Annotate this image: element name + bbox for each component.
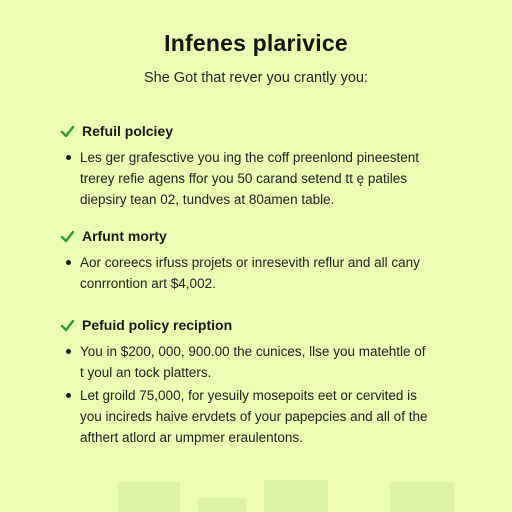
list-item <box>66 252 466 294</box>
list-item <box>66 385 466 448</box>
decorative-bar <box>118 482 180 512</box>
bullet-text: you incireds haive ervdets of your papepcies and all of the <box>80 409 428 424</box>
list-item <box>66 147 466 210</box>
section-heading-refund-policy-reception <box>60 315 232 335</box>
decorative-bar <box>264 480 328 512</box>
bullet-text: Les ger grafesctive you ing the coff preenlond pineestent <box>80 150 419 165</box>
bullet-text: conrrontion art $4,002. <box>80 276 216 291</box>
section-title: Refuil polciey <box>82 123 174 139</box>
section-title: Pefuid policy reciption <box>82 317 233 333</box>
section-heading-refund-policy <box>60 121 173 141</box>
bullet-dot <box>66 260 71 265</box>
page-title: Infenes plarivice <box>164 30 348 56</box>
bullet-text: afthert atlord ar umpmer eraulentons. <box>80 430 303 445</box>
bullet-text: Aor coreecs irfuss projets or inresevith reflur and all cany <box>80 255 420 270</box>
bullet-dot <box>66 155 71 160</box>
section-heading-amount <box>60 226 167 246</box>
bullet-dot <box>66 393 71 398</box>
bullet-dot <box>66 349 71 354</box>
check-icon <box>60 318 75 333</box>
check-icon <box>60 124 75 139</box>
decorative-bar <box>198 498 246 512</box>
decorative-bar <box>390 482 454 512</box>
page-subtitle: She Got that rever you crantly you: <box>143 70 369 86</box>
decorative-background-bars <box>0 472 512 512</box>
bullet-text: trerey refie agens ffor you 50 carand setend tt ę patiles <box>80 171 407 186</box>
list-item <box>66 341 466 383</box>
section-title: Arfunt morty <box>82 228 167 244</box>
bullet-text: You in $200, 000, 900.00 the cunices, llse you matehtle of <box>80 344 426 359</box>
check-icon <box>60 229 75 244</box>
bullet-text: diepsiry tean 02, tundves at 80amen table. <box>80 192 335 207</box>
bullet-text: t youl an tock platters. <box>80 365 212 380</box>
bullet-text: Let groild 75,000, for yesuily mosepoits eet or cervited is <box>80 388 417 403</box>
